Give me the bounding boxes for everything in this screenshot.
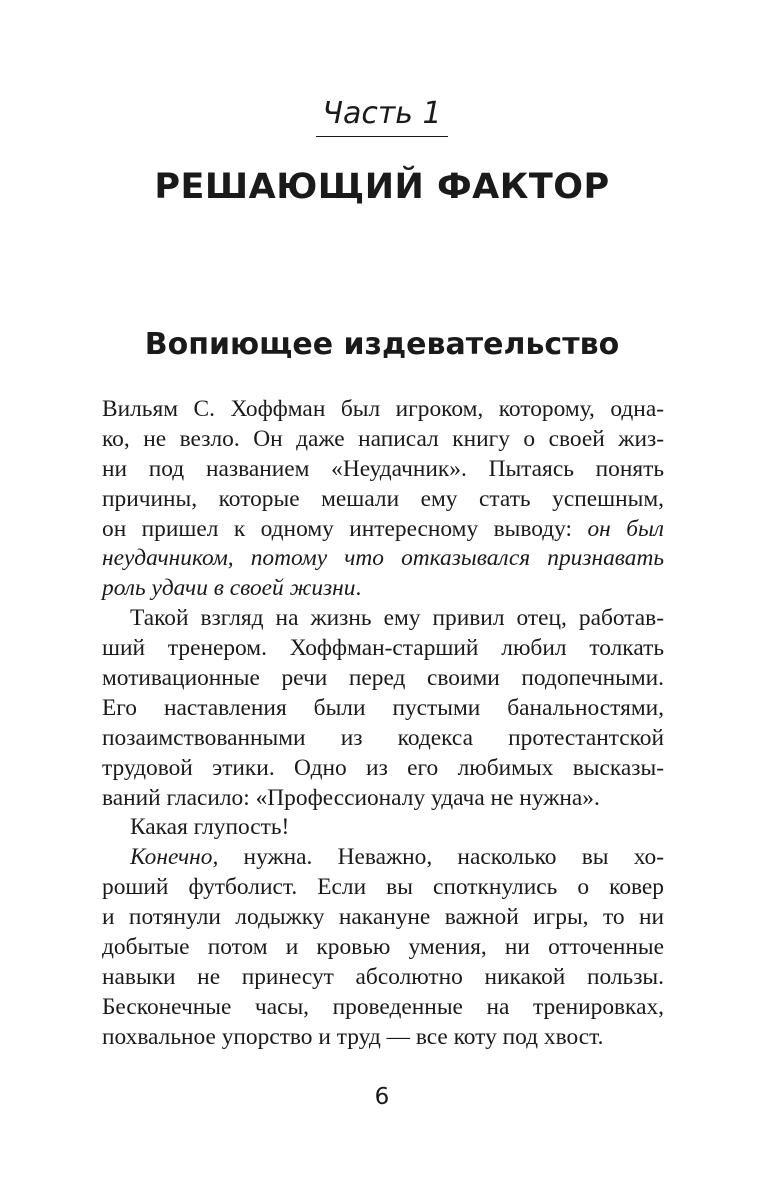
text-line: похвальное упорство и труд — все коту под хвост. [102, 1023, 604, 1050]
text-line: причины, которые мешали ему стать успешным, [102, 485, 664, 512]
text-line: ший тренером. Хоффман-старший любил толкать [102, 635, 664, 662]
text-line: добытые потом и кровью умения, ни отточенные [102, 934, 664, 961]
text-line: роший футболист. Если вы споткнулись о ковер [102, 874, 664, 901]
part-title: РЕШАЮЩИЙ ФАКТОР [154, 167, 610, 207]
text-line [102, 574, 664, 604]
text-line: Вильям С. Хоффман был игроком, которому, одна- [102, 396, 664, 422]
text-line: ко, не везло. Он даже написал книгу о своей жиз- [102, 425, 664, 452]
emphasis-text: неудачником, потому что отказывался признавать [102, 545, 664, 572]
text-line: ни под названием «Неудачник». Пытаясь понять [102, 455, 664, 482]
paragraph-1 [102, 395, 664, 604]
text-line: трудовой этики. Одно из его любимых высказы- [102, 754, 664, 781]
part-label [0, 94, 764, 137]
text-line [102, 843, 664, 873]
text-line [102, 515, 664, 545]
text-run: нужна. Неважно, насколько вы хо- [218, 844, 664, 871]
text-line: и потянули лодыжку накануне важной игры, то ни [102, 904, 664, 931]
body-text [102, 395, 664, 1053]
page-number: 6 [374, 1084, 390, 1110]
text-line: Такой взгляд на жизнь ему привил отец, работав- [130, 605, 664, 632]
section-title: Вопиющее издевательство [144, 327, 620, 362]
text-line: ваний гласило: «Профессионалу удача не нужна». [102, 784, 600, 811]
text-run: . [355, 575, 362, 602]
text-line: Бесконечные часы, проведенные на тренировках, [102, 993, 664, 1020]
text-line: навыки не принесут абсолютно никакой пользы. [102, 963, 664, 990]
text-line: позаимствованными из кодекса протестантской [102, 724, 664, 751]
paragraph-4 [102, 843, 664, 1052]
emphasis-text: Конечно, [130, 844, 219, 871]
paragraph-3 [102, 813, 664, 843]
emphasis-text: он был [587, 515, 665, 542]
text-line: мотивационные речи перед своими подопечными. [102, 665, 664, 692]
text-line [102, 544, 664, 574]
text-line: Какая глупость! [130, 814, 290, 841]
part-label-text: Часть 1 [316, 94, 447, 137]
paragraph-2 [102, 604, 664, 813]
text-run: он пришел к одному интересному выводу: [102, 515, 588, 542]
emphasis-text: роль удачи в своей жизни [102, 575, 356, 602]
text-line: Его наставления были пустыми банальностями, [102, 694, 664, 721]
